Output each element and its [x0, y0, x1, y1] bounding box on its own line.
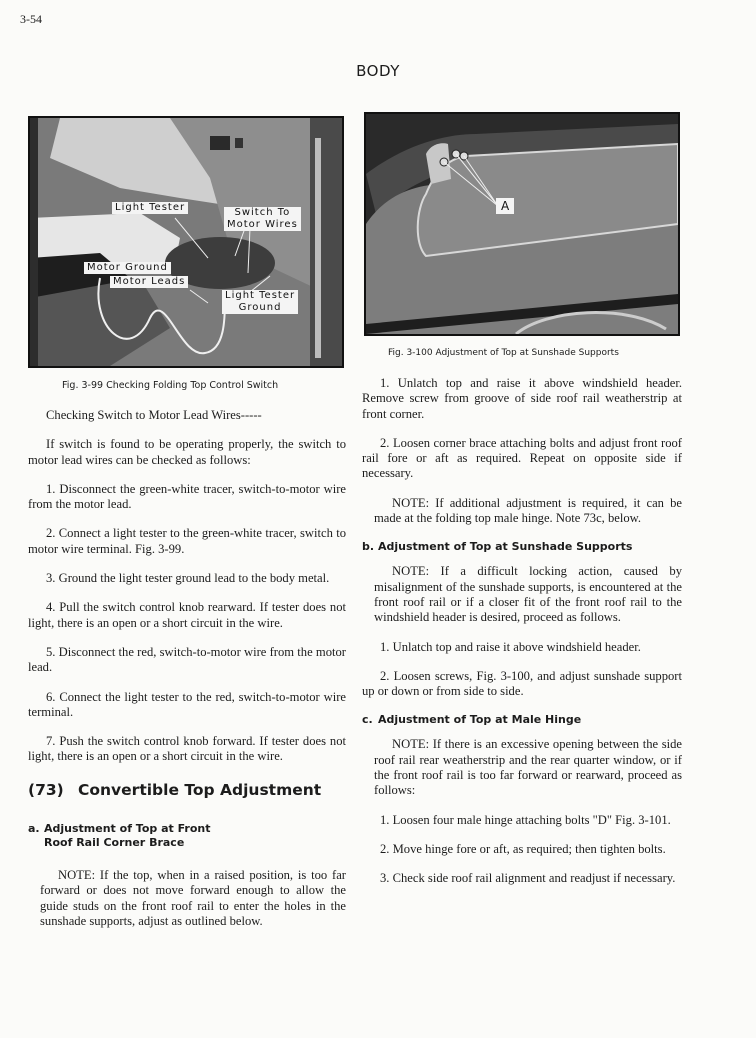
label-switch-to-motor-wires: [224, 207, 301, 231]
figure-3-99-caption: Fig. 3-99 Checking Folding Top Control Switch: [62, 380, 279, 391]
figure-3-100-photo: [364, 112, 680, 336]
subsection-label: c.: [362, 713, 373, 727]
note-paragraph: NOTE: If the top, when in a raised position, is too far forward or does not move forward enough to allow the guide studs on the front roof rail to enter the holes in the sunshade supports, adjust as outlined below.: [40, 868, 346, 928]
subsection-label: b.: [362, 540, 375, 554]
label-line: Ground: [238, 302, 282, 313]
right-column: [362, 376, 682, 887]
subsection-title-line: Roof Rail Corner Brace: [44, 836, 185, 850]
subsection-a-heading: [28, 822, 346, 850]
sunshade-photo-illustration: [366, 114, 678, 334]
step-item: 1. Unlatch top and raise it above windshield header. Remove screw from groove of side roof rail weatherstrip at front corner.: [362, 376, 682, 421]
note-paragraph: NOTE: If a difficult locking action, caused by misalignment of the sunshade supports, is encountered at the front roof rail or if a closer fit of the front roof rail to the windshield header is desired, proceed as follows.: [374, 564, 682, 625]
subsection-b-heading: [362, 540, 682, 554]
label-line: Light Tester: [225, 290, 296, 301]
subsection-label: a.: [28, 822, 40, 836]
step-item: 2. Loosen corner brace attaching bolts and adjust front roof rail fore or aft as required. Repeat on opposite side if necessary.: [362, 435, 682, 481]
checking-heading: Checking Switch to Motor Lead Wires-----: [46, 408, 262, 422]
label-a: A: [496, 198, 514, 214]
step-item: 7. Push the switch control knob forward. If tester does not light, there is an open or a short circuit in the wire.: [28, 734, 346, 764]
page-title: BODY: [356, 62, 400, 81]
intro-paragraph: If switch is found to be operating properly, the switch to motor lead wires can be checked as follows:: [28, 437, 346, 467]
section-number: (73): [28, 780, 64, 799]
step-item: 2. Connect a light tester to the green-white tracer, switch to motor wire terminal. Fig. 3-99.: [28, 526, 346, 556]
step-item: 5. Disconnect the red, switch-to-motor wire from the motor lead.: [28, 644, 346, 675]
section-heading: [28, 780, 346, 799]
label-motor-ground: Motor Ground: [84, 262, 171, 274]
step-item: 1. Disconnect the green-white tracer, switch-to-motor wire from the motor lead.: [28, 481, 346, 512]
label-light-tester-ground: [222, 290, 298, 314]
switch-photo-illustration: [30, 118, 342, 366]
subsection-title: Adjustment of Top at Sunshade Supports: [378, 540, 633, 554]
label-motor-leads: Motor Leads: [110, 276, 188, 288]
left-column: [28, 408, 346, 929]
figure-3-99-photo: [28, 116, 344, 368]
step-item: 3. Check side roof rail alignment and readjust if necessary.: [380, 871, 676, 886]
subsection-title-line: Adjustment of Top at Front: [44, 822, 211, 836]
note-paragraph: NOTE: If there is an excessive opening between the side roof rail rear weatherstrip and the rear quarter window, or if the front roof rail is too far forward or rearward, proceed as follows:: [374, 737, 682, 798]
note-paragraph: NOTE: If additional adjustment is required, it can be made at the folding top male hinge. Note 73c, below.: [374, 495, 682, 526]
step-item: 1. Loosen four male hinge attaching bolts "D" Fig. 3-101.: [380, 812, 671, 827]
section-title: Convertible Top Adjustment: [78, 780, 322, 799]
page-number: 3-54: [20, 12, 42, 26]
label-line: Switch To: [234, 207, 291, 218]
step-item: 4. Pull the switch control knob rearward. If tester does not light, there is an open or a short circuit in the wire.: [28, 600, 346, 630]
label-line: Motor Wires: [227, 219, 298, 230]
subsection-title: Adjustment of Top at Male Hinge: [378, 713, 582, 727]
subsection-c-heading: [362, 713, 682, 727]
step-item: 2. Loosen screws, Fig. 3-100, and adjust sunshade support up or down or from side to side.: [362, 668, 682, 699]
step-item: 2. Move hinge fore or aft, as required; then tighten bolts.: [380, 841, 666, 856]
step-item: 1. Unlatch top and raise it above windshield header.: [380, 639, 641, 654]
label-light-tester: Light Tester: [112, 202, 188, 214]
step-item: 3. Ground the light tester ground lead to the body metal.: [46, 571, 330, 586]
step-item: 6. Connect the light tester to the red, switch-to-motor wire terminal.: [28, 689, 346, 719]
figure-3-100-caption: Fig. 3-100 Adjustment of Top at Sunshade Supports: [388, 348, 619, 358]
